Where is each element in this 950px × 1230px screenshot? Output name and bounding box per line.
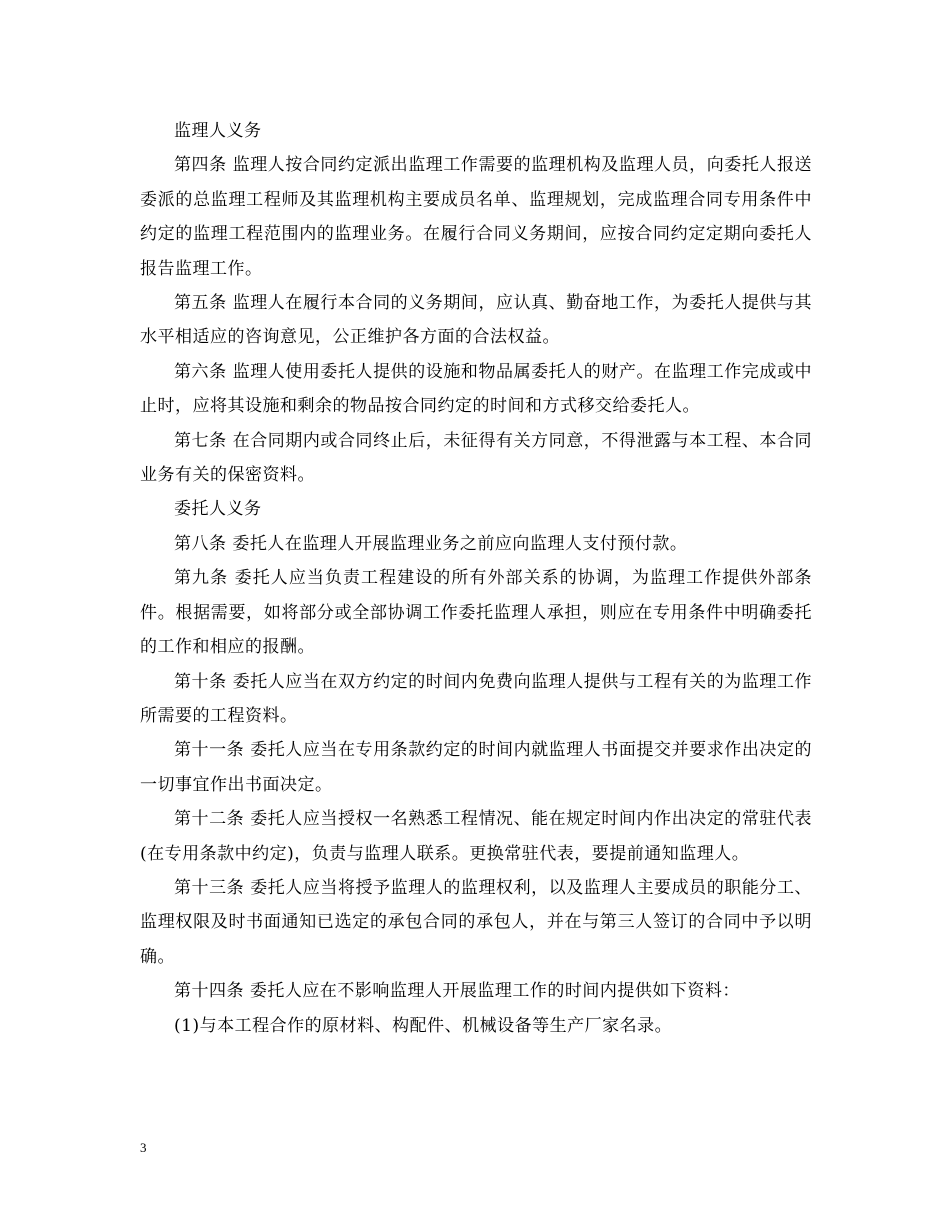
article-14-item-1: (1)与本工程合作的原材料、构配件、机械设备等生产厂家名录。: [174, 1015, 673, 1036]
article-4: 第四条 监理人按合同约定派出监理工作需要的监理机构及监理人员，向委托人报送委派的总监理工程师及其监理机构主要成员名单、监理规划，完成监理合同专用条件中约定的监理工程范围内的监理业务。在履行合同义务期间，应按合同约定定期向委托人报告监理工作。: [140, 155, 812, 279]
article-11: 第十一条 委托人应当在专用条款约定的时间内就监理人书面提交并要求作出决定的一切事宜作出书面决定。: [140, 740, 812, 795]
article-10: 第十条 委托人应当在双方约定的时间内免费向监理人提供与工程有关的为监理工作所需要的工程资料。: [140, 671, 812, 726]
article-5: 第五条 监理人在履行本合同的义务期间，应认真、勤奋地工作，为委托人提供与其水平相适应的咨询意见，公正维护各方面的合法权益。: [140, 293, 812, 348]
article-12: 第十二条 委托人应当授权一名熟悉工程情况、能在规定时间内作出决定的常驻代表(在专用条款中约定)，负责与监理人联系。更换常驻代表，要提前通知监理人。: [140, 809, 812, 864]
article-6: 第六条 监理人使用委托人提供的设施和物品属委托人的财产。在监理工作完成或中止时，应将其设施和剩余的物品按合同约定的时间和方式移交给委托人。: [140, 361, 812, 417]
section-heading-client-obligations: 委托人义务: [174, 499, 262, 520]
section-heading-supervisor-obligations: 监理人义务: [174, 121, 262, 141]
document-body: [140, 114, 812, 1043]
article-9: 第九条 委托人应当负责工程建设的所有外部关系的协调，为监理工作提供外部条件。根据需要，如将部分或全部协调工作委托监理人承担，则应在专用条件中明确委托的工作和相应的报酬。: [140, 568, 812, 658]
article-8: 第八条 委托人在监理人开展监理业务之前应向监理人支付预付款。: [174, 533, 688, 554]
page-number: 3: [140, 1140, 147, 1155]
article-7: 第七条 在合同期内或合同终止后，未征得有关方同意，不得泄露与本工程、本合同业务有关的保密资料。: [140, 430, 812, 486]
article-13: 第十三条 委托人应当将授予监理人的监理权利，以及监理人主要成员的职能分工、监理权限及时书面通知已选定的承包合同的承包人，并在与第三人签订的合同中予以明确。: [140, 877, 812, 967]
article-14: 第十四条 委托人应在不影响监理人开展监理工作的时间内提供如下资料：: [174, 981, 740, 1002]
